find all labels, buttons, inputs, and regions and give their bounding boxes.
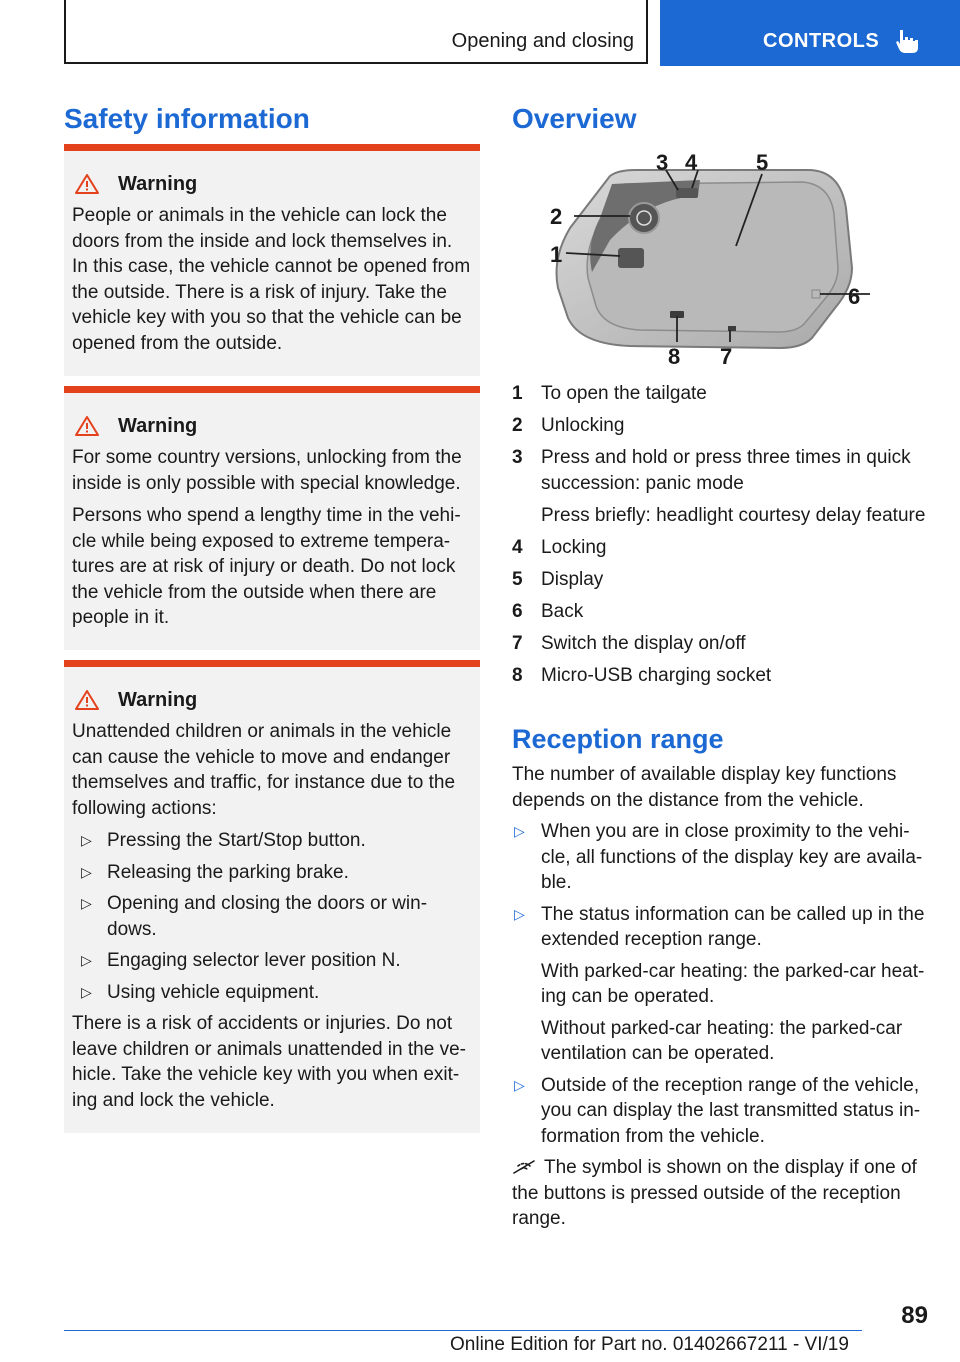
list-item <box>512 902 932 1067</box>
figure-label: 5 <box>756 150 769 175</box>
item-text: Locking <box>541 536 607 558</box>
list-item <box>512 445 932 496</box>
triangle-bullet-icon: ▷ <box>81 863 92 880</box>
item-text: Unlocking <box>541 415 625 436</box>
overview-list <box>512 381 932 695</box>
item-text: Switch the display on/off <box>541 632 746 654</box>
warning-triangle-icon <box>74 689 100 711</box>
reception-range-section <box>512 762 932 1232</box>
list-item-text: Outside of the reception range of the vehicle, you can display the last transmitted status in-formation from the vehicle. <box>541 1074 921 1147</box>
chapter-title: CONTROLS <box>763 30 880 52</box>
list-item-text: Opening and closing the doors or win-dows. <box>107 893 428 940</box>
list-item <box>512 413 932 439</box>
list-item <box>72 948 472 974</box>
item-number: 4 <box>512 536 523 558</box>
page-number: 89 <box>901 1302 928 1329</box>
warning-heading <box>72 169 472 199</box>
display-key-illustration <box>540 148 870 372</box>
list-item <box>512 599 932 625</box>
overview-title: Overview <box>512 103 637 134</box>
triangle-bullet-icon: ▷ <box>514 823 525 839</box>
header-chapter-tab <box>660 0 960 66</box>
item-number: 5 <box>512 568 523 590</box>
item-text: Micro-USB charging socket <box>541 664 772 686</box>
list-item <box>512 819 932 896</box>
warning-text: Persons who spend a lengthy time in the vehi-cle while being exposed to extreme tempera-tures are at risk of injury or death. Do not lock the vehicle from the outside when there are people in it. <box>72 505 461 628</box>
list-item-text: Using vehicle equipment. <box>107 981 320 1003</box>
list-item <box>512 631 932 657</box>
item-number: 8 <box>512 664 523 686</box>
list-item-subtext: With parked-car heating: the parked-car heat-ing can be operated. <box>541 960 925 1007</box>
warning-text: There is a risk of accidents or injuries. Do not leave children or animals unattended in the ve-hicle. Take the vehicle key with you when exit-ing and lock the vehicle. <box>72 1013 466 1111</box>
list-item-text: Pressing the Start/Stop button. <box>107 830 366 851</box>
figure-label: 1 <box>550 242 563 267</box>
pointing-hand-icon <box>894 28 920 54</box>
warning-heading <box>72 685 472 715</box>
section-title: Opening and closing <box>451 30 634 52</box>
warning-triangle-icon <box>74 415 100 437</box>
safety-information-title: Safety information <box>64 103 310 134</box>
reception-list <box>512 819 932 1149</box>
warning-text: People or animals in the vehicle can lock the doors from the inside and lock themselves in. In this case, the vehicle cannot be opened from the outside. There is a risk of injury. Take the vehicle key with you so that the vehicle can be opened from the outside. <box>72 205 471 354</box>
item-number: 3 <box>512 447 523 468</box>
item-number: 6 <box>512 600 523 622</box>
figure-label: 8 <box>668 344 681 369</box>
warning-text: For some country versions, unlocking from the inside is only possible with special knowledge. <box>72 447 462 494</box>
symbol-note <box>512 1155 932 1232</box>
figure-label: 3 <box>656 150 669 175</box>
list-item <box>72 828 472 854</box>
item-number: 7 <box>512 632 523 654</box>
triangle-bullet-icon: ▷ <box>514 905 525 922</box>
item-text: Back <box>541 600 584 622</box>
warning-box-2 <box>64 386 480 650</box>
footer-edition: Online Edition for Part no. 01402667211 - VI/19 <box>450 1334 849 1355</box>
figure-label: 2 <box>550 204 563 229</box>
warning-triangle-icon <box>74 173 100 195</box>
warning-text: Unattended children or animals in the vehicle can cause the vehicle to move and endanger themselves and traffic, for instance due to the following actions: <box>72 721 456 819</box>
triangle-bullet-icon: ▷ <box>514 1076 525 1093</box>
list-item <box>512 535 932 561</box>
no-signal-icon <box>512 1159 536 1175</box>
item-text: To open the tailgate <box>541 383 707 404</box>
list-item <box>512 381 932 407</box>
list-item <box>512 567 932 593</box>
triangle-bullet-icon: ▷ <box>81 895 92 911</box>
triangle-bullet-icon: ▷ <box>81 983 92 1000</box>
warning-heading <box>72 411 472 441</box>
list-item <box>72 891 472 942</box>
warning-box-3 <box>64 660 480 1133</box>
item-subtext: Press briefly: headlight courtesy delay feature <box>541 504 926 526</box>
list-item-text: Releasing the parking brake. <box>107 861 349 883</box>
list-item <box>72 860 472 886</box>
item-number: 1 <box>512 383 523 404</box>
list-item <box>512 1073 932 1150</box>
warning-title: Warning <box>118 172 198 195</box>
warning-box-1 <box>64 144 480 376</box>
list-item-subtext: Without parked-car heating: the parked-car ventilation can be operated. <box>541 1017 903 1064</box>
reception-intro: The number of available display key functions depends on the distance from the vehicle. <box>512 764 897 811</box>
list-item-text: When you are in close proximity to the vehi-cle, all functions of the display key are availa-ble. <box>541 821 923 893</box>
list-item-text: The status information can be called up in the extended reception range. <box>541 903 925 950</box>
symbol-note-text: The symbol is shown on the display if one of the buttons is pressed outside of the reception range. <box>512 1157 917 1229</box>
item-text: Press and hold or press three times in quick succession: panic mode <box>541 447 911 494</box>
list-item <box>512 663 932 689</box>
warning-title: Warning <box>118 414 198 437</box>
warning-title: Warning <box>118 688 198 711</box>
figure-label: 6 <box>848 284 861 309</box>
warning-action-list <box>72 828 472 1005</box>
triangle-bullet-icon: ▷ <box>81 832 92 848</box>
footer-divider <box>64 1330 862 1331</box>
list-item-text: Engaging selector lever position N. <box>107 950 401 971</box>
triangle-bullet-icon: ▷ <box>81 952 92 968</box>
figure-label: 4 <box>685 150 698 175</box>
reception-range-title: Reception range <box>512 724 724 754</box>
item-number: 2 <box>512 415 523 436</box>
header-section-tab <box>64 0 648 64</box>
list-item <box>72 980 472 1006</box>
figure-label: 7 <box>720 344 733 369</box>
item-text: Display <box>541 568 604 590</box>
